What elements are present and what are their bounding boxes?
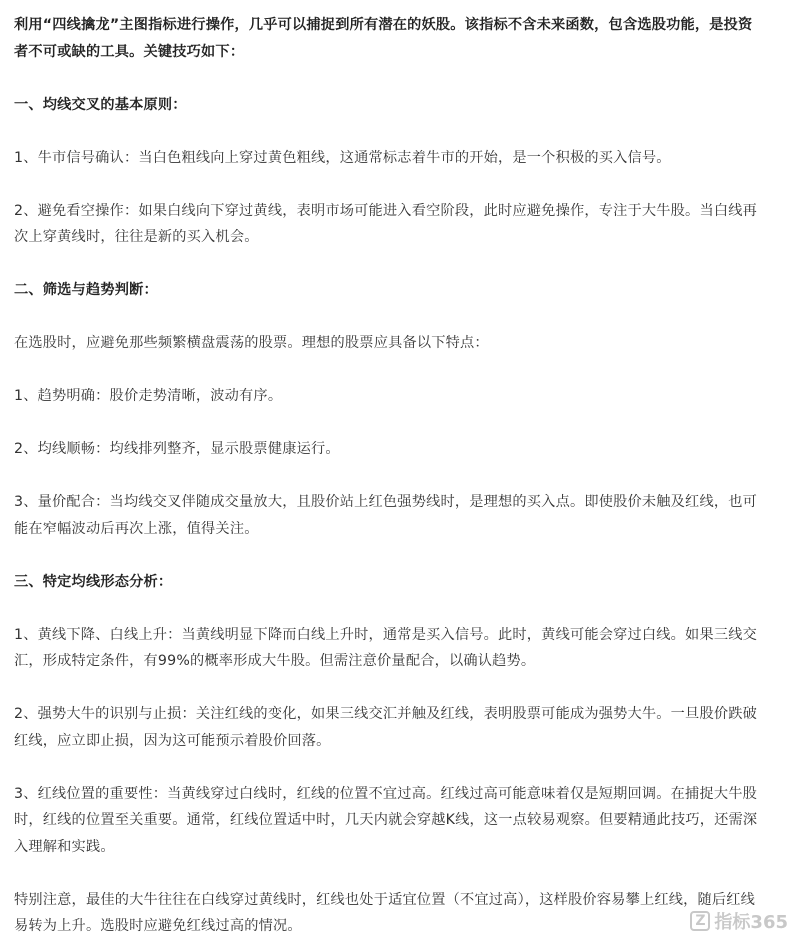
paragraph: 2、避免看空操作：如果白线向下穿过黄线，表明市场可能进入看空阶段，此时应避免操作，专注于大牛股。当白线再次上穿黄线时，往往是新的买入机会。 [14, 202, 757, 245]
paragraph: 2、强势大牛的识别与止损：关注红线的变化，如果三线交汇并触及红线，表明股票可能成为强势大牛。一旦股价跌破红线，应立即止损，因为这可能预示着股价回落。 [14, 706, 757, 749]
section-heading: 利用“四线擒龙”主图指标进行操作，几乎可以捕捉到所有潜在的妖股。该指标不含未来函数，包含选股功能，是投资者不可或缺的工具。关键技巧如下： [14, 17, 753, 60]
paragraph: 2、均线顺畅：均线排列整齐，显示股票健康运行。 [14, 441, 340, 457]
section-heading: 一、均线交叉的基本原则： [14, 96, 187, 113]
paragraph: 1、黄线下降、白线上升：当黄线明显下降而白线上升时，通常是买入信号。此时，黄线可能会穿过白线。如果三线交汇，形成特定条件，有99%的概率形成大牛股。但需注意价量配合，以确认趋势。 [14, 626, 757, 669]
watermark-text: 指标365 [714, 912, 788, 933]
paragraph: 3、红线位置的重要性：当黄线穿过白线时，红线的位置不宜过高。红线过高可能意味着仅是短期回调。在捕捉大牛股时，红线的位置至关重要。通常，红线位置适中时，几天内就会穿越K线，这一点较易观察。但要精通此技巧，还需深入理解和实践。 [14, 785, 758, 855]
paragraph: 1、趋势明确：股价走势清晰，波动有序。 [14, 388, 283, 404]
paragraph: 在选股时，应避免那些频繁横盘震荡的股票。理想的股票应具备以下特点： [14, 335, 489, 351]
zbiao-logo-icon: Z [690, 911, 710, 931]
section-heading: 三、特定均线形态分析： [14, 573, 173, 590]
watermark [690, 908, 788, 934]
paragraph: 1、牛市信号确认：当白色粗线向上穿过黄色粗线，这通常标志着牛市的开始，是一个积极的买入信号。 [14, 149, 671, 166]
section-heading: 二、筛选与趋势判断： [14, 282, 158, 298]
paragraph: 3、量价配合：当均线交叉伴随成交量放大，且股价站上红色强势线时，是理想的买入点。即使股价未触及红线，也可能在窄幅波动后再次上涨，值得关注。 [14, 494, 757, 537]
paragraph: 特别注意，最佳的大牛往往在白线穿过黄线时，红线也处于适宜位置（不宜过高），这样股价容易攀上红线，随后红线易转为上升。选股时应避免红线过高的情况。 [14, 891, 756, 934]
